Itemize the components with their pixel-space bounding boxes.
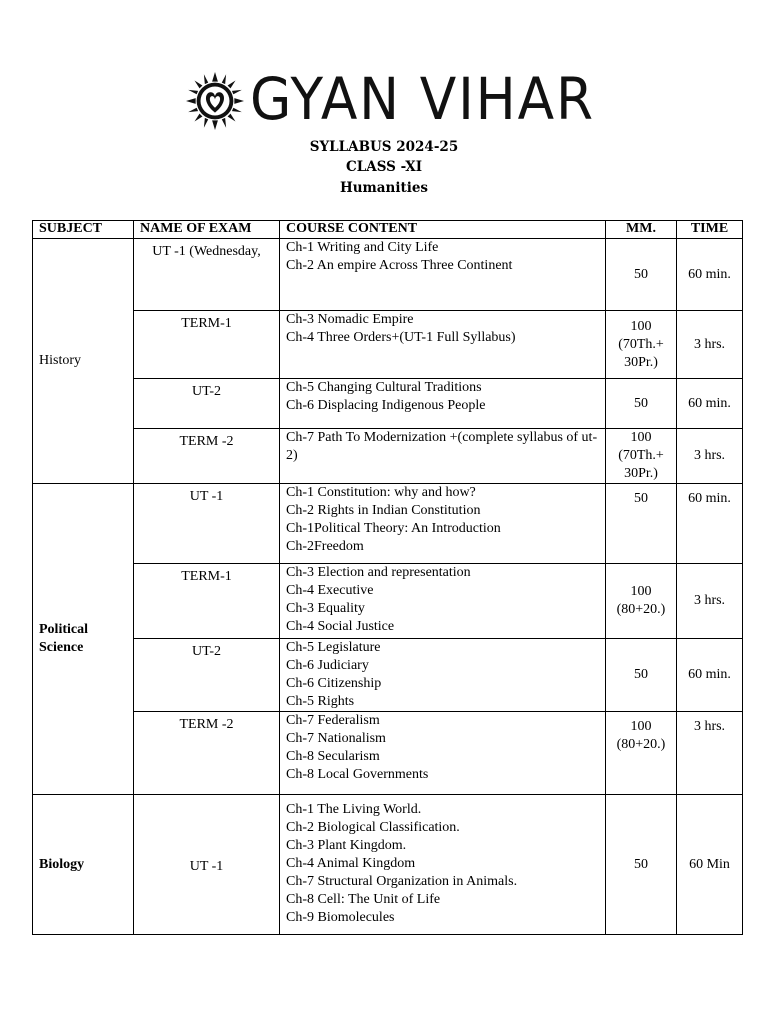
content-line: Ch-6 Citizenship <box>286 676 382 691</box>
course-content <box>280 239 606 311</box>
content-line: Ch-1 Constitution: why and how? <box>286 485 476 500</box>
max-marks: 50 <box>606 379 677 429</box>
table-header-row <box>33 221 743 239</box>
content-line: Ch-3 Nomadic Empire <box>286 312 414 327</box>
content-line: Ch-2 Biological Classification. <box>286 820 460 835</box>
table-row <box>33 712 743 795</box>
column-header-subject: SUBJECT <box>33 221 134 239</box>
exam-time: 3 hrs. <box>677 712 743 795</box>
exam-time: 60 min. <box>677 379 743 429</box>
exam-name: UT -1 <box>134 795 280 935</box>
subject-biology: Biology <box>33 795 134 935</box>
content-line: Ch-4 Social Justice <box>286 619 395 634</box>
syllabus-table <box>32 220 743 935</box>
class-title: CLASS -XI <box>345 159 423 175</box>
content-line: Ch-7 Federalism <box>286 713 380 728</box>
content-line: Ch-7 Path To Modernization +(complete syllabus of ut-2) <box>286 430 598 463</box>
gyan-vihar-logo <box>186 65 595 133</box>
content-line: Ch-8 Local Governments <box>286 767 429 782</box>
course-content <box>280 639 606 712</box>
course-content <box>280 564 606 639</box>
course-content <box>280 311 606 379</box>
syllabus-title: SYLLABUS 2024-25 <box>309 139 459 155</box>
table-row <box>33 564 743 639</box>
column-header-exam: NAME OF EXAM <box>134 221 280 239</box>
exam-name: UT-2 <box>134 639 280 712</box>
content-line: Ch-3 Plant Kingdom. <box>286 838 407 853</box>
content-line: Ch-3 Equality <box>286 601 365 616</box>
course-content <box>280 795 606 935</box>
table-row <box>33 239 743 311</box>
content-line: Ch-4 Three Orders+(UT-1 Full Syllabus) <box>286 330 516 345</box>
exam-time: 60 min. <box>677 239 743 311</box>
content-line: Ch-4 Executive <box>286 583 374 598</box>
column-header-content: COURSE CONTENT <box>280 221 606 239</box>
content-line: Ch-5 Changing Cultural Traditions <box>286 380 482 395</box>
content-line: Ch-5 Rights <box>286 694 355 709</box>
content-line: Ch-7 Structural Organization in Animals. <box>286 874 518 889</box>
course-content <box>280 484 606 564</box>
content-line: Ch-1 The Living World. <box>286 802 422 817</box>
content-line: Ch-1Political Theory: An Introduction <box>286 521 501 536</box>
exam-time: 3 hrs. <box>677 564 743 639</box>
content-line: Ch-8 Secularism <box>286 749 380 764</box>
max-marks: 50 <box>606 795 677 935</box>
table-row <box>33 379 743 429</box>
course-content <box>280 379 606 429</box>
column-header-time: TIME <box>677 221 743 239</box>
max-marks: 100 (80+20.) <box>606 712 677 795</box>
content-line: Ch-7 Nationalism <box>286 731 386 746</box>
subject-history: History <box>33 239 134 484</box>
subject-political-science: Political Science <box>33 484 134 795</box>
content-line: Ch-9 Biomolecules <box>286 910 395 925</box>
max-marks: 100 (70Th.+ 30Pr.) <box>606 311 677 379</box>
sun-heart-emblem-icon <box>186 72 244 130</box>
course-content <box>280 712 606 795</box>
exam-time: 3 hrs. <box>677 429 743 484</box>
exam-time: 3 hrs. <box>677 311 743 379</box>
max-marks: 50 <box>606 239 677 311</box>
logo-text: GYAN VIHAR <box>250 65 595 133</box>
table-row <box>33 795 743 935</box>
content-line: Ch-6 Displacing Indigenous People <box>286 398 486 413</box>
course-content <box>280 429 606 484</box>
content-line: Ch-5 Legislature <box>286 640 381 655</box>
table-row <box>33 484 743 564</box>
table-row <box>33 639 743 712</box>
exam-time: 60 Min <box>677 795 743 935</box>
max-marks: 100 (80+20.) <box>606 564 677 639</box>
exam-time: 60 min. <box>677 639 743 712</box>
exam-name: TERM -2 <box>134 712 280 795</box>
exam-time: 60 min. <box>677 484 743 564</box>
table-row <box>33 311 743 379</box>
content-line: Ch-2Freedom <box>286 539 364 554</box>
content-line: Ch-2 An empire Across Three Continent <box>286 258 513 273</box>
exam-name: TERM -2 <box>134 429 280 484</box>
content-line: Ch-3 Election and representation <box>286 565 471 580</box>
content-line: Ch-8 Cell: The Unit of Life <box>286 892 441 907</box>
exam-name: TERM-1 <box>134 564 280 639</box>
exam-name: UT -1 (Wednesday, <box>134 239 280 311</box>
max-marks: 50 <box>606 484 677 564</box>
exam-name: TERM-1 <box>134 311 280 379</box>
exam-name: UT -1 <box>134 484 280 564</box>
content-line: Ch-1 Writing and City Life <box>286 240 439 255</box>
content-line: Ch-4 Animal Kingdom <box>286 856 416 871</box>
max-marks: 50 <box>606 639 677 712</box>
table-row <box>33 429 743 484</box>
max-marks: 100 (70Th.+ 30Pr.) <box>606 429 677 484</box>
stream-title: Humanities <box>339 180 429 196</box>
content-line: Ch-6 Judiciary <box>286 658 369 673</box>
column-header-mm: MM. <box>606 221 677 239</box>
content-line: Ch-2 Rights in Indian Constitution <box>286 503 481 518</box>
exam-name: UT-2 <box>134 379 280 429</box>
